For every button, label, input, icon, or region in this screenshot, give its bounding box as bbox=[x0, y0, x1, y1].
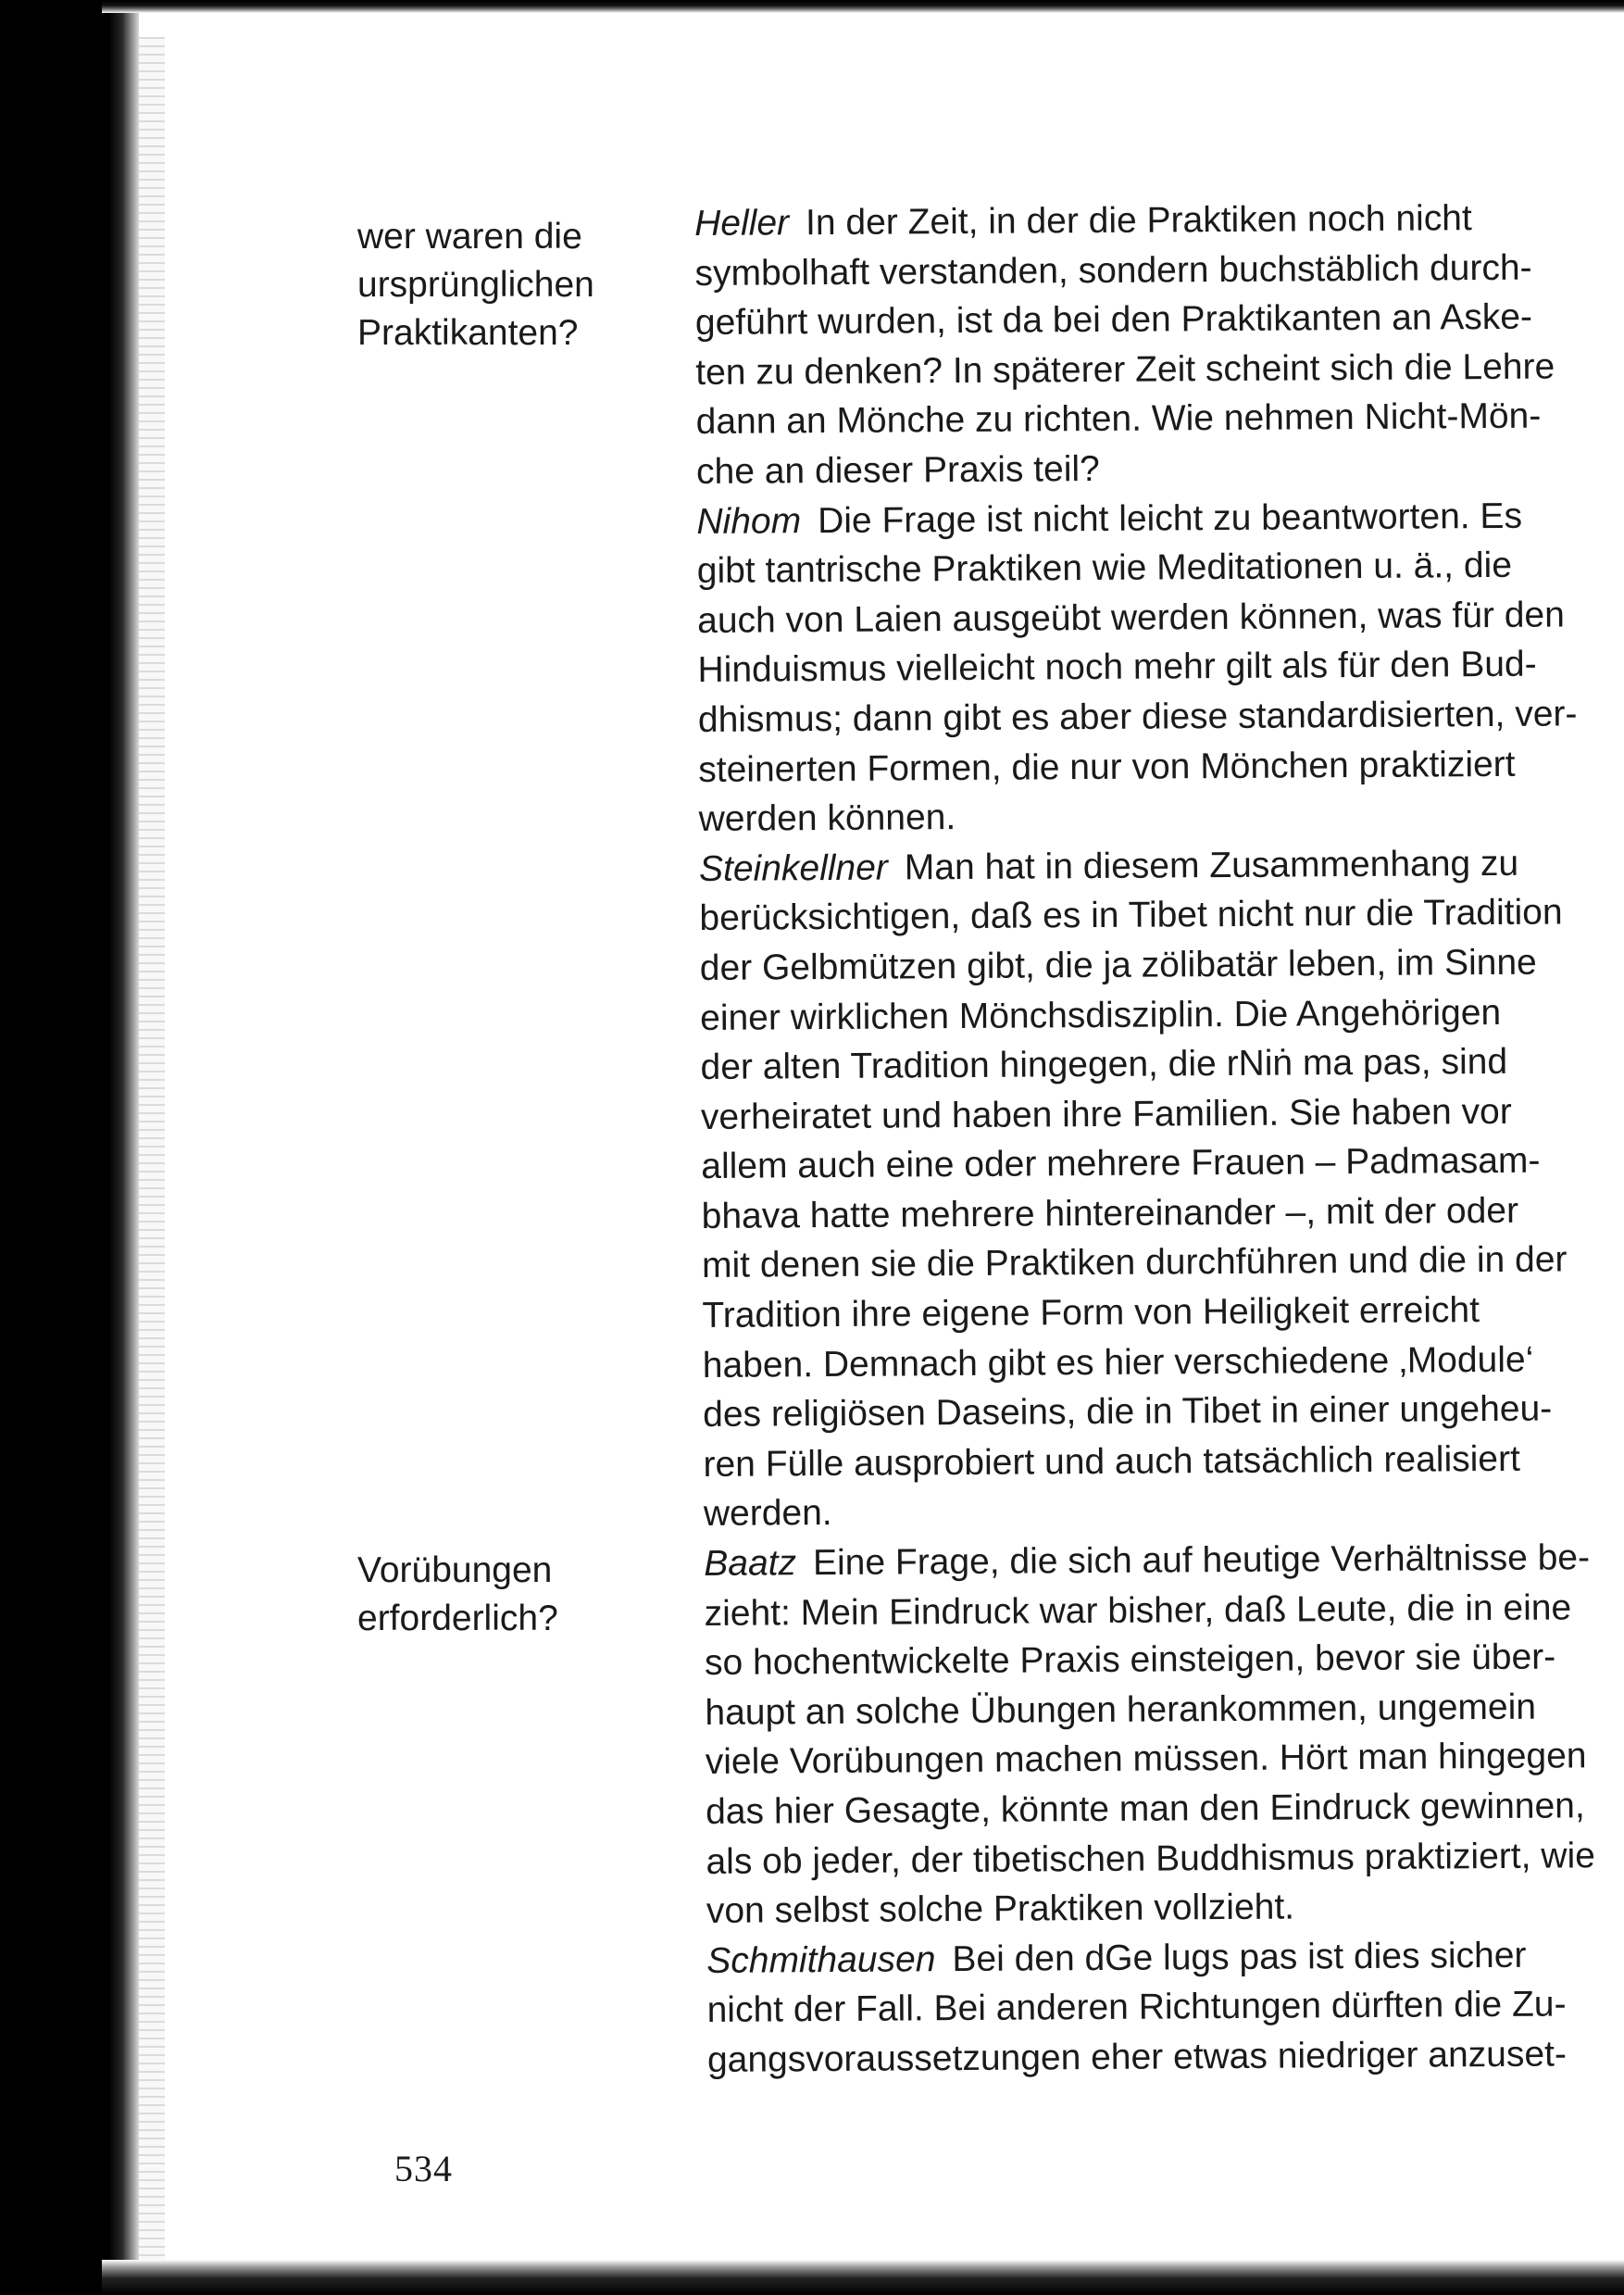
text-line: Hinduismus vielleicht noch mehr gilt als für den Bud- bbox=[697, 645, 1537, 691]
text-line: haben. Demnach gibt es hier verschiedene ‚Module‘ bbox=[702, 1339, 1534, 1386]
paragraph-baatz bbox=[704, 1533, 1605, 1937]
text-line: ren Fülle ausprobiert und auch tatsächlich realisiert bbox=[703, 1438, 1520, 1485]
text-line: nicht der Fall. Bei anderen Richtungen dürften die Zu- bbox=[706, 1984, 1567, 2031]
text-line: der Gelbmützen gibt, die ja zölibatär leben, im Sinne bbox=[699, 942, 1537, 988]
gutter-scan-artifact bbox=[139, 37, 165, 2260]
text-line: berücksichtigen, daß es in Tibet nicht nur die Tradition bbox=[699, 892, 1563, 939]
text-line: Tradition ihre eigene Form von Heiligkeit erreicht bbox=[702, 1290, 1480, 1336]
text-line: che an dieser Praxis teil? bbox=[695, 448, 1100, 492]
text-line: steinerten Formen, die nur von Mönchen praktiziert bbox=[698, 744, 1516, 790]
speaker-name: Nihom bbox=[696, 500, 802, 542]
text-line: werden. bbox=[703, 1493, 832, 1535]
text-line: von selbst solche Praktiken vollzieht. bbox=[706, 1887, 1295, 1932]
margin-note-preliminary-exercises bbox=[357, 1547, 635, 1643]
text-line: viele Vorübungen machen müssen. Hört man hingegen bbox=[705, 1736, 1587, 1783]
paragraph-schmithausen bbox=[706, 1930, 1605, 2086]
text-line: einer wirklichen Mönchsdisziplin. Die Angehörigen bbox=[700, 992, 1502, 1038]
text-line: werden können. bbox=[698, 797, 956, 840]
text-line: zieht: Mein Eindruck war bisher, daß Leute, die in eine bbox=[704, 1587, 1572, 1634]
text-line: mit denen sie die Praktiken durchführen und die in der bbox=[701, 1239, 1568, 1286]
text-line: Die Frage ist nicht leicht zu beantworten. Es bbox=[817, 495, 1523, 541]
text-line: so hochentwickelte Praxis einsteigen, bevor sie über- bbox=[704, 1637, 1556, 1684]
text-line: dhismus; dann gibt es aber diese standardisierten, ver- bbox=[697, 694, 1578, 740]
speaker-name: Schmithausen bbox=[706, 1939, 936, 1981]
speaker-name: Heller bbox=[694, 203, 790, 244]
bottom-page-edge bbox=[102, 2260, 1624, 2295]
top-page-edge bbox=[102, 0, 1624, 13]
text-line: haupt an solche Übungen herankommen, ungemein bbox=[705, 1687, 1537, 1733]
margin-note-line: wer waren die bbox=[357, 217, 582, 257]
text-line: das hier Gesagte, könnte man den Eindruck gewinnen, bbox=[706, 1786, 1585, 1832]
text-line: allem auch eine oder mehrere Frauen – Padmasam- bbox=[701, 1140, 1541, 1187]
margin-note-line: erforderlich? bbox=[357, 1599, 558, 1638]
text-line: gangsvoraussetzungen eher etwas niedriger anzuset- bbox=[706, 2034, 1568, 2080]
text-line: bhava hatte mehrere hintereinander –, mit der oder bbox=[701, 1190, 1519, 1236]
margin-note-line: Praktikanten? bbox=[357, 313, 579, 353]
text-line: der alten Tradition hingegen, die rNiṅ ma pas, sind bbox=[700, 1041, 1508, 1088]
text-line: Man hat in diesem Zusammenhang zu bbox=[904, 843, 1519, 888]
text-line: In der Zeit, in der die Praktiken noch nicht bbox=[805, 198, 1472, 244]
text-line: gibt tantrische Praktiken wie Meditationen u. ä., die bbox=[696, 546, 1513, 592]
text-line: Bei den dGe lugs pas ist dies sicher bbox=[952, 1935, 1527, 1979]
text-line: als ob jeder, der tibetischen Buddhismus praktiziert, wie bbox=[706, 1835, 1595, 1882]
text-line: des religiösen Daseins, die in Tibet in einer ungeheu- bbox=[703, 1388, 1553, 1436]
book-spine-shadow bbox=[0, 0, 139, 2295]
text-line: Eine Frage, die sich auf heutige Verhältnisse be- bbox=[812, 1537, 1591, 1584]
text-line: verheiratet und haben ihre Familien. Sie haben vor bbox=[700, 1091, 1512, 1137]
text-line: symbolhaft verstanden, sondern buchstäblich durch- bbox=[694, 247, 1532, 294]
speaker-name: Steinkellner bbox=[698, 847, 888, 889]
text-line: auch von Laien ausgeübt werden können, was für den bbox=[697, 595, 1565, 641]
margin-note-original-practitioners bbox=[357, 213, 635, 357]
paragraph-nihom bbox=[696, 491, 1597, 845]
paragraph-heller bbox=[694, 193, 1594, 496]
text-line: dann an Mönche zu richten. Wie nehmen Nicht-Mön- bbox=[695, 395, 1542, 443]
speaker-name: Baatz bbox=[704, 1543, 797, 1584]
text-line: ten zu denken? In späterer Zeit scheint sich die Lehre bbox=[695, 346, 1555, 393]
margin-note-line: Vorübungen bbox=[357, 1550, 553, 1590]
main-text-column bbox=[694, 193, 1605, 2085]
paragraph-steinkellner bbox=[699, 838, 1602, 1539]
text-line: geführt wurden, ist da bei den Praktikanten an Aske- bbox=[694, 296, 1533, 344]
page-number: 534 bbox=[394, 2148, 453, 2189]
margin-note-line: ursprünglichen bbox=[357, 265, 594, 305]
